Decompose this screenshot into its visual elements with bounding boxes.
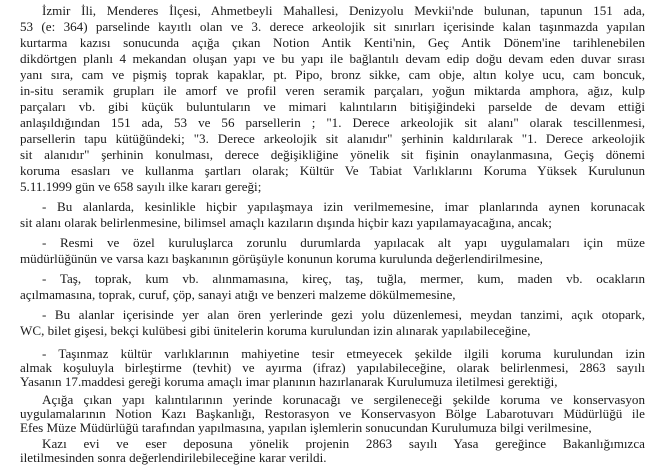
text-line: İzmir İli, Menderes İlçesi, Ahmetbeyli Mahallesi, Denizyolu Mevkii'nde bulunan, tapunun 151 ada, [42,3,645,18]
text-line: koruma esasları ve kullanma şartları olarak; Kültür Ve Tabiat Varlıklarını Koruma Yüksek Kurulunun [20,163,645,178]
text-line: kurtarma kazısı sonucunda açığa çıkan Notion Antik Kenti'nin, Geç Antik Dönem'ine tarihlenebilen [20,35,645,50]
text-line: parsellerin tapu kütüğündeki; "3. Derece arkeolojik sit alanıdır" şerhinin kaldırılarak "1. Derece arkeolojik [20,131,645,146]
text-line: açılmamasına, toprak, curuf, çöp, sanayi atığı ve benzeri malzeme dökülmemesine, [20,287,456,302]
text-line: - Bu alanlar içerisinde yer alan ören yerlerinde gezi yolu düzenlemesi, meydan tanzimi, açık otopark, [42,307,645,322]
text-line: sit alanıdır" şerhinin konulması, derece değişikliğine yönelik sit fişinin onaylanmasına, Geçiş dönemi [20,147,645,162]
text-line: uygulamalarının Notion Kazı Başkanlığı, Restorasyon ve Konservasyon Bölge Labarotuvarı Müdürlüğü ile [20,406,645,421]
text-line: 5.11.1999 gün ve 658 sayılı ilke kararı gereği; [20,179,262,194]
text-line: Açığa çıkan yapı kalıntılarının yerinde korunacağı ve sergileneceği şekilde koruma ve konservasyon [42,392,645,407]
text-line: anlaşıldığından 151 ada, 53 ve 56 parsellerin ; "1. Derece arkeolojik sit alanı" olarak tescillenmesi, [20,115,645,130]
text-line: in-situ seramik grupları ile amorf ve profil veren seramik parçaları, yoğun miktarda amphora, ağız, kulp [20,83,645,98]
text-line: WC, bilet gişesi, bekçi kulübesi gibi ünitelerin koruma kurulundan izin alınarak yapılabileceğine, [20,323,531,338]
text-line: sit alanı olarak belirlenmesine, bilimsel amaçlı kazıların dışında hiçbir kazı yapılamayacağına, ancak; [20,215,552,230]
text-line: Kazı evi ve eser deposuna yönelik projenin 2863 sayılı Yasa gereğince Bakanlığımızca [42,436,645,451]
text-line: Efes Müze Müdürlüğü tarafından yapılmasına, yapılan işlemlerin sonucundan Kurulumuza bilgi verilmesine, [20,420,592,435]
text-line: iletilmesinden sonra değerlendirilebileceğine karar verildi. [20,450,327,465]
text-line: - Resmi ve özel kuruluşlarca zorunlu durumlarda yapılacak alt yapı uygulamaları için müze [42,235,645,250]
text-line: almak koşuluyla birleştirme (tevhit) ve ayırma (ifraz) yapılabileceğine, olarak belirlenmesi, 2863 sayılı [20,360,645,375]
text-line: - Taşınmaz kültür varlıklarının mahiyetine tesir etmeyecek şekilde ilgili koruma kurulundan izin [42,346,645,361]
text-line: dikdörtgen planlı 4 mekandan oluşan yapı ve bu yapı ile bağlantılı devam edip doğu devam eden duvar sırası [20,51,645,66]
text-line: 53 (e: 364) parselinde kayıtlı olan ve 3. derece arkeolojik sit sınırları içerisinde kalan taşınmazda yapılan [20,19,645,34]
text-line: yanı sıra, cam ve pişmiş toprak kapaklar, pt. Pipo, bronz sikke, cam obje, altın kolye ucu, cam boncuk, [20,67,645,82]
text-line: Yasanın 17.maddesi gereği koruma amaçlı imar planının hazırlanarak Kurulumuza iletilmesi gerektiği, [20,374,558,389]
text-line: müdürlüğünün ve varsa kazı başkanının görüşüyle konunun koruma kurulunda değerlendirilmesine, [20,251,543,266]
text-line: parçaları vb. gibi küçük buluntuların ve mimari kalıntıların bitişiğindeki parselde de devam ettiği [20,99,645,114]
text-line: - Taş, toprak, kum vb. alınmamasına, kireç, taş, tuğla, mermer, kum, maden vb. ocakların [42,271,645,286]
text-line: - Bu alanlarda, kesinlikle hiçbir yapılaşmaya izin verilmemesine, imar planlarında aynen korunacak [42,199,645,214]
